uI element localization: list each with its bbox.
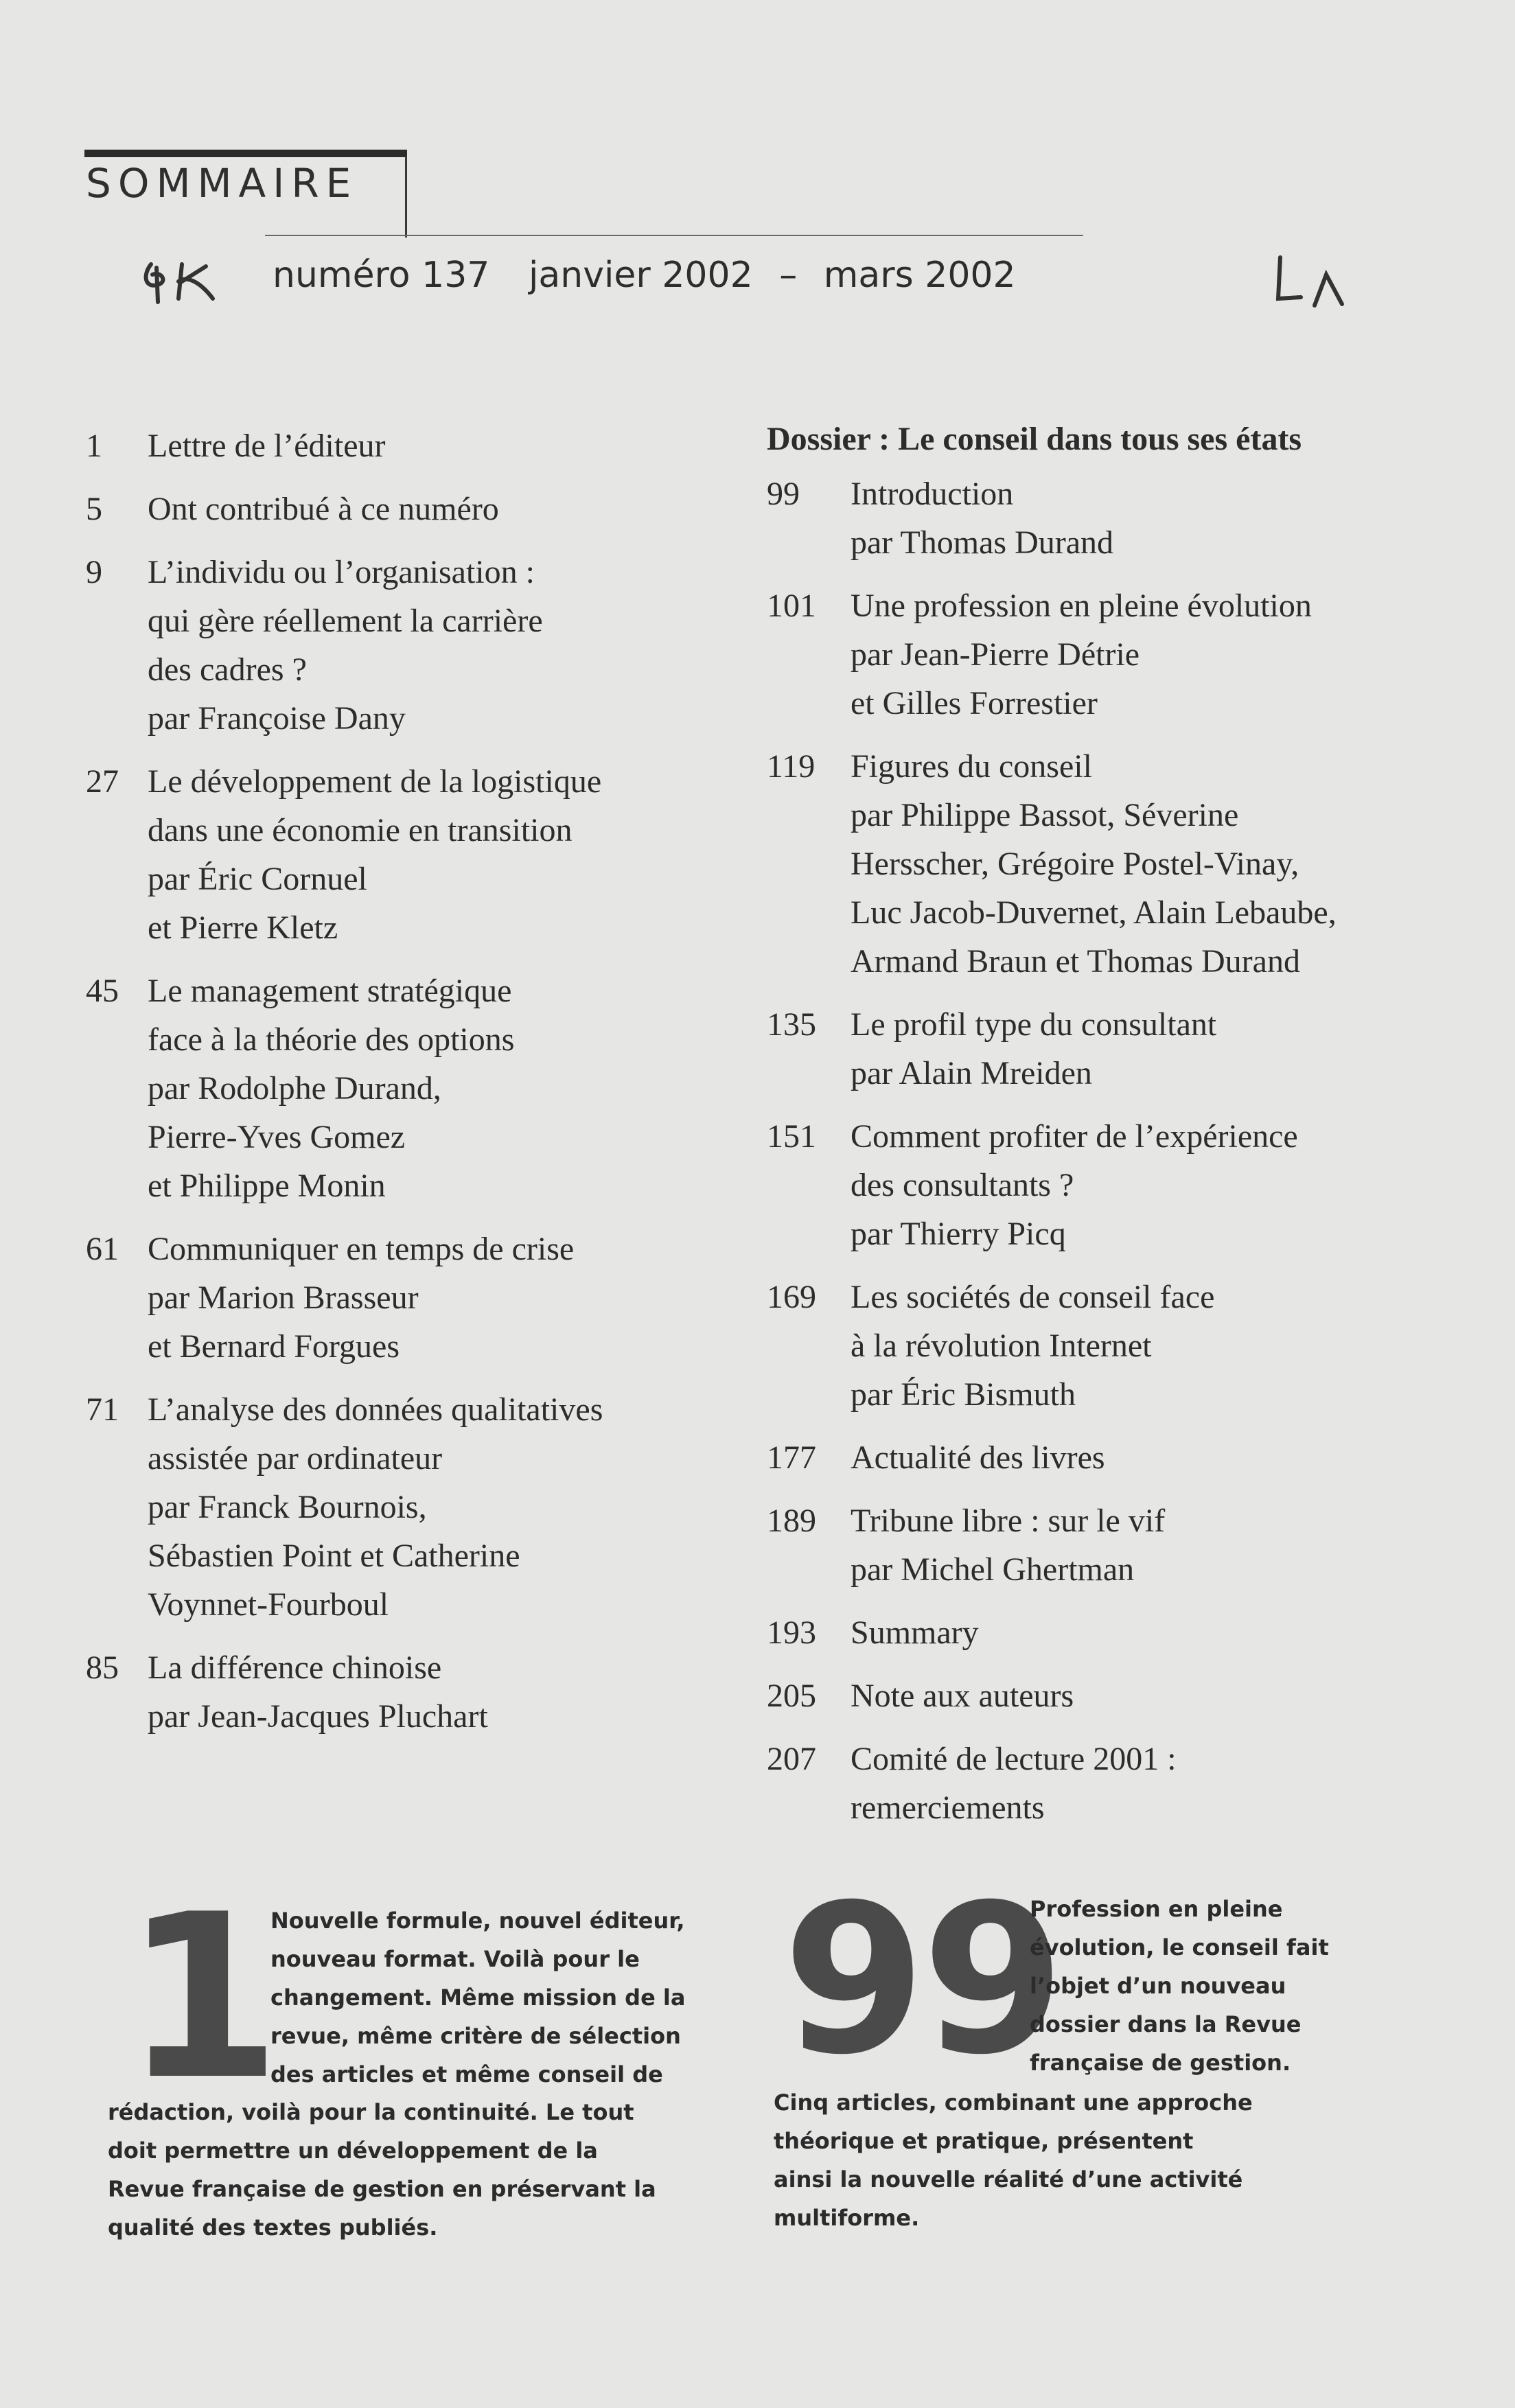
toc-entry-line: qui gère réellement la carrière xyxy=(148,603,543,639)
toc-entry-line: par Jean-Jacques Pluchart xyxy=(148,1698,488,1735)
callout-line: dossier dans la Revue xyxy=(1030,2011,1302,2037)
toc-entry-text xyxy=(148,1643,765,1741)
callout-line: l’objet d’un nouveau xyxy=(1030,1973,1286,1999)
toc-entry-text xyxy=(851,1496,1467,1594)
toc-entry-line: Figures du conseil xyxy=(851,748,1092,785)
callout-line: Nouvelle formule, nouvel éditeur, xyxy=(270,1908,685,1934)
toc-entry-line: et Gilles Forrestier xyxy=(851,685,1098,721)
toc-page-number: 151 xyxy=(767,1118,816,1155)
toc-entry-line: Pierre-Yves Gomez xyxy=(148,1119,406,1155)
toc-entry-line: Actualité des livres xyxy=(851,1439,1105,1476)
callout-line: évolution, le conseil fait xyxy=(1030,1934,1329,1960)
header-rule xyxy=(265,235,1083,236)
toc-page-number: 5 xyxy=(86,491,102,527)
toc-entry xyxy=(767,1608,1467,1657)
page-title: SOMMAIRE xyxy=(86,160,358,207)
header-vertical-rule xyxy=(405,157,407,238)
issue-line xyxy=(273,255,1043,296)
toc-entry xyxy=(86,757,765,952)
callout-line: Cinq articles, combinant une approche xyxy=(774,2089,1253,2116)
callout-line: revue, même critère de sélection xyxy=(270,2023,681,2049)
toc-entry-text xyxy=(851,470,1467,567)
toc-entry-text xyxy=(851,1273,1467,1419)
toc-page-number: 119 xyxy=(767,748,816,785)
handwritten-mark-right xyxy=(1270,251,1352,312)
toc-entry-line: par Marion Brasseur xyxy=(148,1280,419,1316)
toc-entry-text xyxy=(851,1735,1467,1832)
callout-line: théorique et pratique, présentent xyxy=(774,2128,1194,2154)
toc-entry-line: et Bernard Forgues xyxy=(148,1328,400,1365)
toc-entry-line: Le développement de la logistique xyxy=(148,763,602,800)
toc-entry-line: par Éric Bismuth xyxy=(851,1376,1076,1413)
toc-entry-line: Hersscher, Grégoire Postel-Vinay, xyxy=(851,846,1299,882)
handwritten-mark-left xyxy=(137,254,233,309)
toc-entry-line: des consultants ? xyxy=(851,1167,1074,1203)
toc-entry-text xyxy=(851,1608,1467,1657)
callout-1-text-beside xyxy=(270,1901,685,2094)
period-end: mars 2002 xyxy=(823,255,1016,296)
callout-line: nouveau format. Voilà pour le xyxy=(270,1946,640,1972)
toc-entry-text xyxy=(148,548,765,743)
toc-page-number: 101 xyxy=(767,588,816,624)
callout-line: qualité des textes publiés. xyxy=(108,2214,438,2241)
toc-right-column xyxy=(767,415,1467,1846)
toc-entry-line: par Franck Bournois, xyxy=(148,1489,427,1525)
toc-entry xyxy=(767,1433,1467,1482)
toc-entry xyxy=(767,470,1467,567)
toc-entry-line: face à la théorie des options xyxy=(148,1021,515,1058)
toc-page-number: 169 xyxy=(767,1279,816,1315)
toc-entry-line: Luc Jacob-Duvernet, Alain Lebaube, xyxy=(851,894,1337,931)
toc-page-number: 205 xyxy=(767,1678,816,1714)
toc-entry-line: à la révolution Internet xyxy=(851,1328,1152,1364)
callout-line: ainsi la nouvelle réalité d’une activité xyxy=(774,2166,1243,2192)
toc-entry-line: Armand Braun et Thomas Durand xyxy=(851,943,1300,980)
callout-line: rédaction, voilà pour la continuité. Le tout xyxy=(108,2099,634,2125)
toc-entry-text xyxy=(148,757,765,952)
toc-entry-text xyxy=(851,1671,1467,1720)
toc-entry-line: par Michel Ghertman xyxy=(851,1551,1135,1588)
callout-line: des articles et même conseil de xyxy=(270,2061,663,2087)
toc-entry-line: par Jean-Pierre Détrie xyxy=(851,636,1140,673)
toc-entry-line: Le profil type du consultant xyxy=(851,1006,1217,1043)
toc-entry-line: et Philippe Monin xyxy=(148,1168,386,1204)
toc-page-number: 27 xyxy=(86,763,119,800)
toc-entry xyxy=(86,966,765,1210)
toc-entry-line: par Alain Mreiden xyxy=(851,1055,1092,1091)
toc-entry-line: Introduction xyxy=(851,476,1014,512)
toc-page-number: 135 xyxy=(767,1006,816,1043)
toc-entry-text xyxy=(851,581,1467,728)
toc-entry xyxy=(86,1225,765,1371)
dossier-title: Dossier : Le conseil dans tous ses états xyxy=(767,421,1302,457)
toc-entry-line: remerciements xyxy=(851,1790,1045,1826)
toc-entry xyxy=(767,1671,1467,1720)
toc-entry-line: Ont contribué à ce numéro xyxy=(148,491,499,527)
toc-entry-line: Tribune libre : sur le vif xyxy=(851,1503,1166,1539)
callout-line: multiforme. xyxy=(774,2205,920,2231)
toc-page-number: 45 xyxy=(86,973,119,1009)
toc-entry-line: par Thomas Durand xyxy=(851,524,1114,561)
toc-entry-line: L’individu ou l’organisation : xyxy=(148,554,535,590)
toc-entry-line: des cadres ? xyxy=(148,651,307,688)
callout-line: doit permettre un développement de la xyxy=(108,2138,598,2164)
period-separator: – xyxy=(779,255,798,296)
toc-entry-text xyxy=(148,1385,765,1629)
toc-entry xyxy=(767,1112,1467,1258)
toc-page-number: 189 xyxy=(767,1503,816,1539)
header-bar xyxy=(84,150,407,157)
toc-entry xyxy=(767,1735,1467,1832)
toc-entry xyxy=(767,1496,1467,1594)
toc-entry-text xyxy=(148,1225,765,1371)
toc-entry-line: La différence chinoise xyxy=(148,1649,442,1686)
toc-entry-line: Note aux auteurs xyxy=(851,1678,1074,1714)
toc-entry-line: Voynnet-Fourboul xyxy=(148,1586,389,1623)
toc-page-number: 71 xyxy=(86,1391,119,1428)
toc-entry xyxy=(86,485,765,533)
period-start: janvier 2002 xyxy=(528,255,753,296)
toc-entry xyxy=(767,1000,1467,1098)
toc-entry xyxy=(767,581,1467,728)
toc-entry-line: par Thierry Picq xyxy=(851,1216,1066,1252)
toc-entry-line: Comité de lecture 2001 : xyxy=(851,1741,1177,1777)
toc-entry-text xyxy=(851,1000,1467,1098)
toc-entry-line: dans une économie en transition xyxy=(148,812,573,848)
toc-page-number: 207 xyxy=(767,1741,816,1777)
toc-page-number: 177 xyxy=(767,1439,816,1476)
callout-line: Profession en pleine xyxy=(1030,1896,1283,1922)
toc-entry-line: L’analyse des données qualitatives xyxy=(148,1391,603,1428)
toc-page-number: 9 xyxy=(86,554,102,590)
toc-entry-line: par Éric Cornuel xyxy=(148,861,367,897)
toc-entry-line: Une profession en pleine évolution xyxy=(851,588,1312,624)
toc-entry-line: Summary xyxy=(851,1614,979,1651)
toc-left-column xyxy=(86,421,765,1755)
toc-entry-text xyxy=(148,485,765,533)
toc-entry-line: Les sociétés de conseil face xyxy=(851,1279,1215,1315)
toc-entry xyxy=(767,1273,1467,1419)
toc-entry xyxy=(86,1643,765,1741)
callout-line: changement. Même mission de la xyxy=(270,1984,686,2011)
toc-entry-line: par Rodolphe Durand, xyxy=(148,1070,441,1107)
toc-entry xyxy=(86,548,765,743)
toc-page-number: 193 xyxy=(767,1614,816,1651)
toc-entry-line: Comment profiter de l’expérience xyxy=(851,1118,1298,1155)
toc-entry xyxy=(86,1385,765,1629)
toc-entry-text xyxy=(148,966,765,1210)
toc-entry-line: assistée par ordinateur xyxy=(148,1440,443,1477)
toc-entry-text xyxy=(851,1433,1467,1482)
callout-1-number: 1 xyxy=(124,1866,281,2129)
toc-entry-line: Communiquer en temps de crise xyxy=(148,1231,575,1267)
toc-entry-text xyxy=(851,1112,1467,1258)
toc-entry xyxy=(767,742,1467,986)
issue-number: numéro 137 xyxy=(273,255,490,296)
toc-page-number: 99 xyxy=(767,476,800,512)
toc-entry xyxy=(86,421,765,470)
toc-entry-line: Sébastien Point et Catherine xyxy=(148,1538,520,1574)
toc-page-number: 61 xyxy=(86,1231,119,1267)
callout-line: française de gestion. xyxy=(1030,2050,1291,2076)
callout-line: Revue française de gestion en préservant la xyxy=(108,2176,656,2202)
toc-entry-line: et Pierre Kletz xyxy=(148,910,338,946)
callout-99-text-below xyxy=(774,2083,1253,2237)
toc-entry-line: par Philippe Bassot, Séverine xyxy=(851,797,1239,833)
toc-entry-text xyxy=(148,421,765,470)
callout-1-text-below xyxy=(108,2093,656,2247)
toc-entry-text xyxy=(851,742,1467,986)
toc-entry-line: par Françoise Dany xyxy=(148,700,406,737)
toc-entry-line: Le management stratégique xyxy=(148,973,512,1009)
toc-entry-line: Lettre de l’éditeur xyxy=(148,428,386,464)
toc-page-number: 85 xyxy=(86,1649,119,1686)
toc-page-number: 1 xyxy=(86,428,102,464)
callout-99-text-beside xyxy=(1030,1890,1329,2082)
callout-99-number: 99 xyxy=(783,1860,1061,2100)
